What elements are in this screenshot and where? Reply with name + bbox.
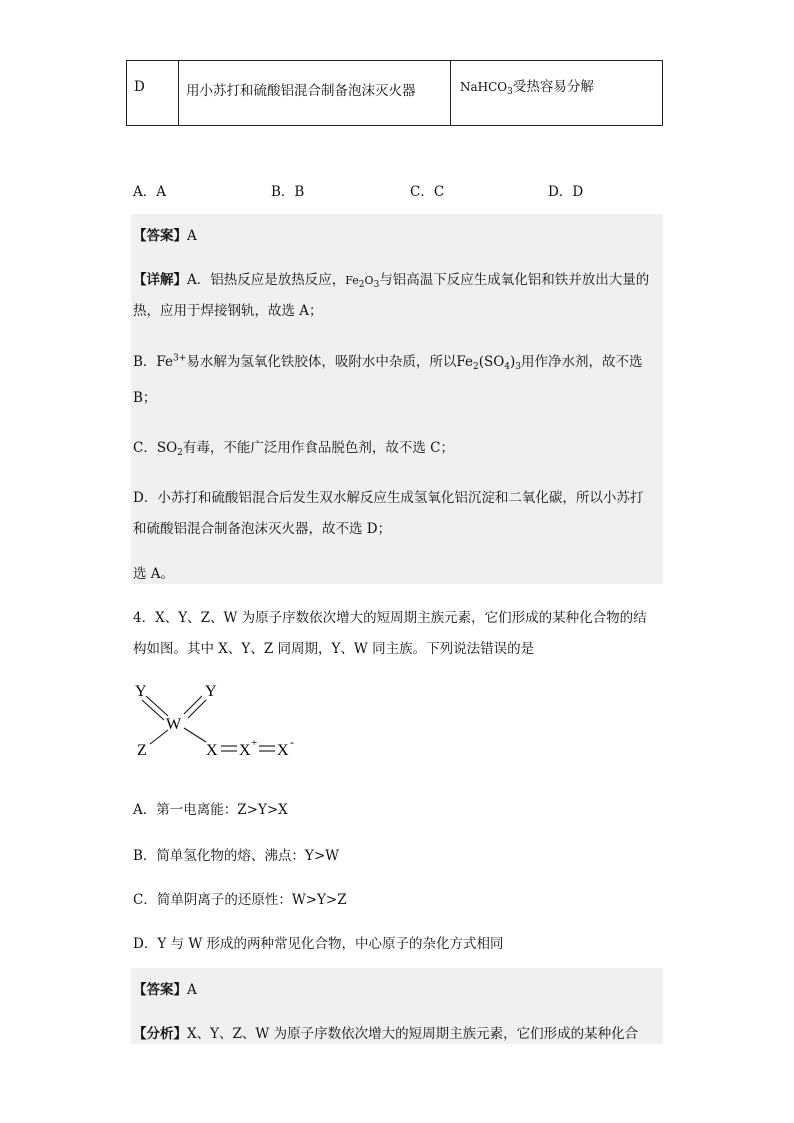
- option-a: A．第一电离能：Z>Y>X: [133, 802, 288, 818]
- answer2-line: [133, 978, 197, 998]
- table-row: [127, 61, 663, 126]
- detail-d-line2: 和硫酸铝混合制备泡沫灭火器，故不选 D；: [133, 521, 392, 537]
- atom-x2: X: [239, 742, 251, 759]
- option-c: C．简单阴离子的还原性：W>Y>Z: [133, 892, 347, 908]
- detail-tag: 【详解】: [133, 272, 187, 288]
- atom-z: Z: [137, 742, 147, 759]
- analysis-tag: 【分析】: [133, 1026, 187, 1042]
- detail-d-line1: D．小苏打和硫酸铝混合后发生双水解反应生成氢氧化铝沉淀和二氧化碳，所以小苏打: [133, 490, 644, 506]
- answer-value: A: [187, 228, 197, 244]
- atom-w: W: [166, 716, 182, 733]
- atom-x3: X: [277, 742, 289, 759]
- table-cell-label: D: [127, 61, 179, 126]
- detail-b-line1: B．$Fe^{3+}$易水解为氢氧化铁胶体，吸附水中杂质，所以$Fe_2(SO_4)_3$用作净水剂，故不选: [133, 353, 643, 372]
- detail-conclusion: 选 A。: [133, 566, 175, 582]
- detail-c-line: C．$SO_2$有毒，不能广泛用作食品脱色剂，故不选 C；: [133, 440, 455, 458]
- choice-b: B．B: [271, 184, 305, 200]
- question4-line2: 构如图。其中 X、Y、Z 同周期，Y、W 同主族。下列说法错误的是: [133, 641, 535, 657]
- atom-y-right: Y: [205, 683, 217, 700]
- answer-tag: 【答案】: [133, 228, 187, 244]
- option-d: D．Y 与 W 形成的两种常见化合物，中心原子的杂化方式相同: [133, 936, 504, 952]
- analysis-line: [133, 1022, 638, 1042]
- detail-a-line2: 热，应用于焊接钢轨，故选 A；: [133, 303, 323, 319]
- choice-a: A．A: [133, 184, 166, 200]
- choice-row: [133, 180, 633, 200]
- detail-b-line2: B；: [133, 390, 157, 406]
- answer2-tag: 【答案】: [133, 982, 187, 998]
- option-b: B．简单氢化物的熔、沸点：Y>W: [133, 848, 340, 864]
- choice-d: D．D: [548, 184, 584, 200]
- table-cell-reason: NaHCO$_3$受热容易分解: [451, 61, 663, 126]
- table-cell-content: 用小苏打和硫酸铝混合制备泡沫灭火器: [179, 61, 451, 126]
- answer2-value: A: [187, 982, 197, 998]
- charge-minus: -: [290, 735, 294, 749]
- structure-diagram: [130, 678, 330, 768]
- analysis-text: X、Y、Z、W 为原子序数依次增大的短周期主族元素，它们形成的某种化合: [187, 1026, 639, 1042]
- option-table: [126, 60, 663, 126]
- atom-y-left: Y: [135, 683, 147, 700]
- choice-c: C．C: [410, 184, 445, 200]
- atom-x1: X: [206, 742, 218, 759]
- answer-line: [133, 224, 197, 244]
- detail-a-line1: 【详解】A．铝热反应是放热反应，$Fe_2O_3$与铝高温下反应生成氧化铝和铁并放出大量的: [133, 272, 650, 290]
- charge-plus: +: [251, 737, 258, 749]
- question4-line1: 4．X、Y、Z、W 为原子序数依次增大的短周期主族元素，它们形成的某种化合物的结: [133, 610, 647, 626]
